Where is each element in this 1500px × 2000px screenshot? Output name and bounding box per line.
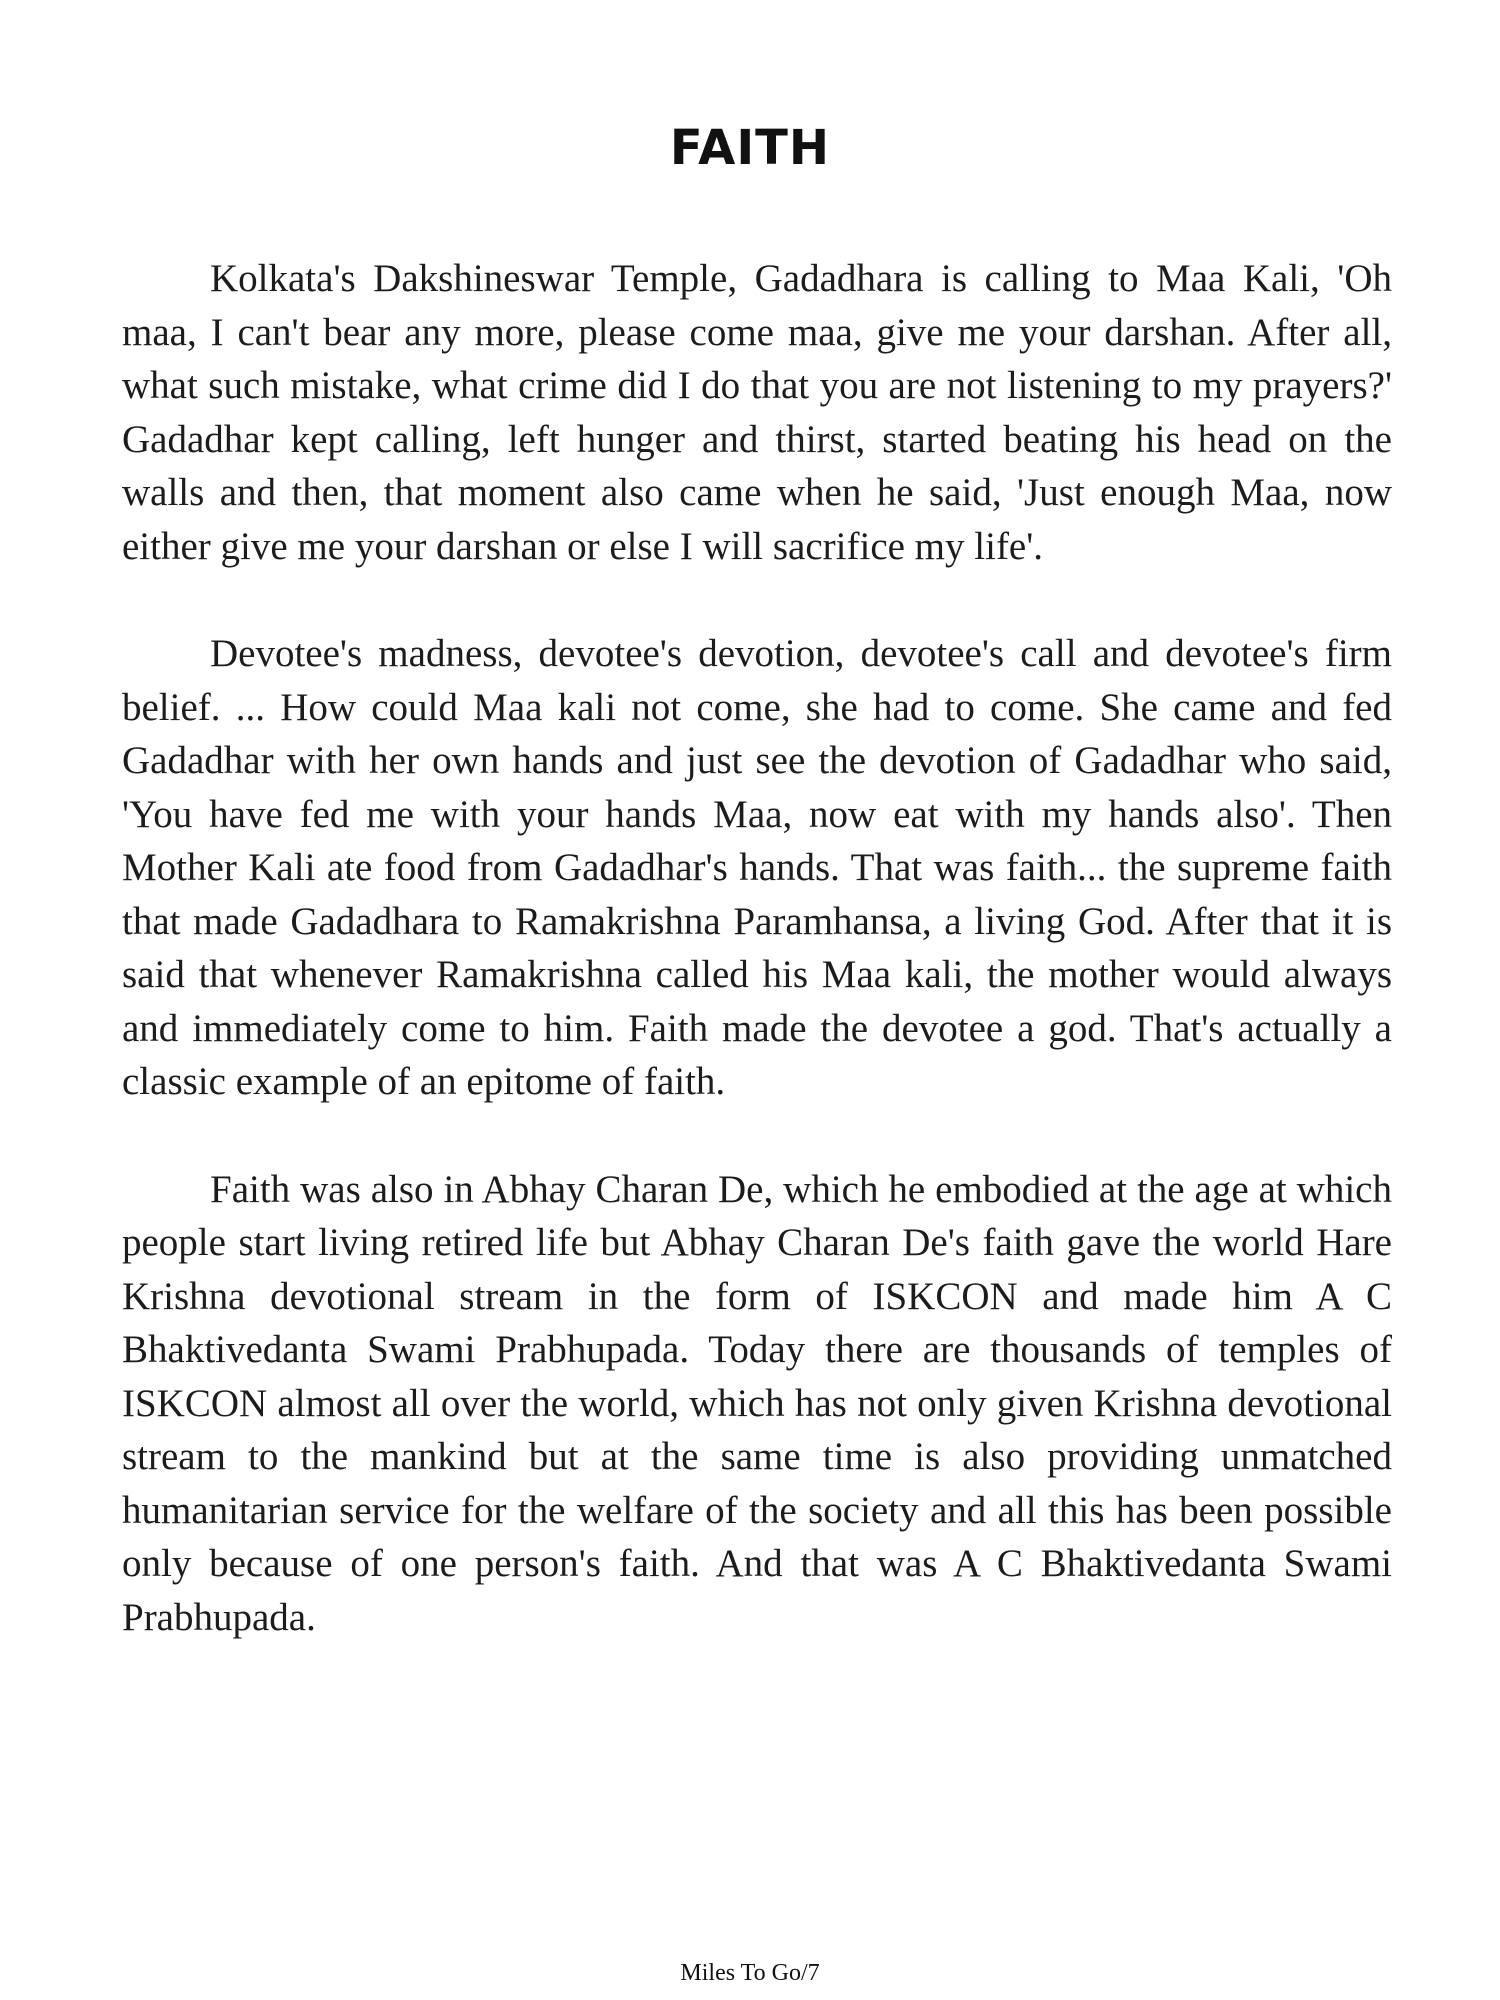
page-footer: Miles To Go/7 [680, 1960, 820, 1986]
paragraph-2: Devotee's madness, devotee's devotion, devotee's call and devotee's firm belief. ... How could Maa kali not come, she had to come. She came and fed Gadadhar with her own hands and just see the devotion of Gadadhar who said, 'You have fed me with your hands Maa, now eat with my hands also'. Then Mother Kali ate food from Gadadhar's hands. That was faith... the supreme faith that made Gadadhara to Ramakrishna Paramhansa, a living God. After that it is said that whenever Ramakrishna called his Maa kali, the mother would always and immediately come to him. Faith made the devotee a god. That's actually a classic example of an epitome of faith. [122, 632, 1392, 1103]
page-title: FAITH [669, 120, 831, 176]
paragraph-1: Kolkata's Dakshineswar Temple, Gadadhara is calling to Maa Kali, 'Oh maa, I can't bear any more, please come maa, give me your darshan. After all, what such mistake, what crime did I do that you are not listening to my prayers?' Gadadhar kept calling, left hunger and thirst, started beating his head on the walls and then, that moment also came when he said, 'Just enough Maa, now either give me your darshan or else I will sacrifice my life'. [122, 257, 1392, 568]
paragraph-3: Faith was also in Abhay Charan De, which he embodied at the age at which people start living retired life but Abhay Charan De's faith gave the world Hare Krishna devotional stream in the form of ISKCON and made him A C Bhaktivedanta Swami Prabhupada. Today there are thousands of temples of ISKCON almost all over the world, which has not only given Krishna devotional stream to the mankind but at the same time is also providing unmatched humanitarian service for the welfare of the society and all this has been possible only because of one person's faith. And that was A C Bhaktivedanta Swami Prabhupada. [122, 1167, 1392, 1639]
body-text [122, 252, 1392, 1698]
